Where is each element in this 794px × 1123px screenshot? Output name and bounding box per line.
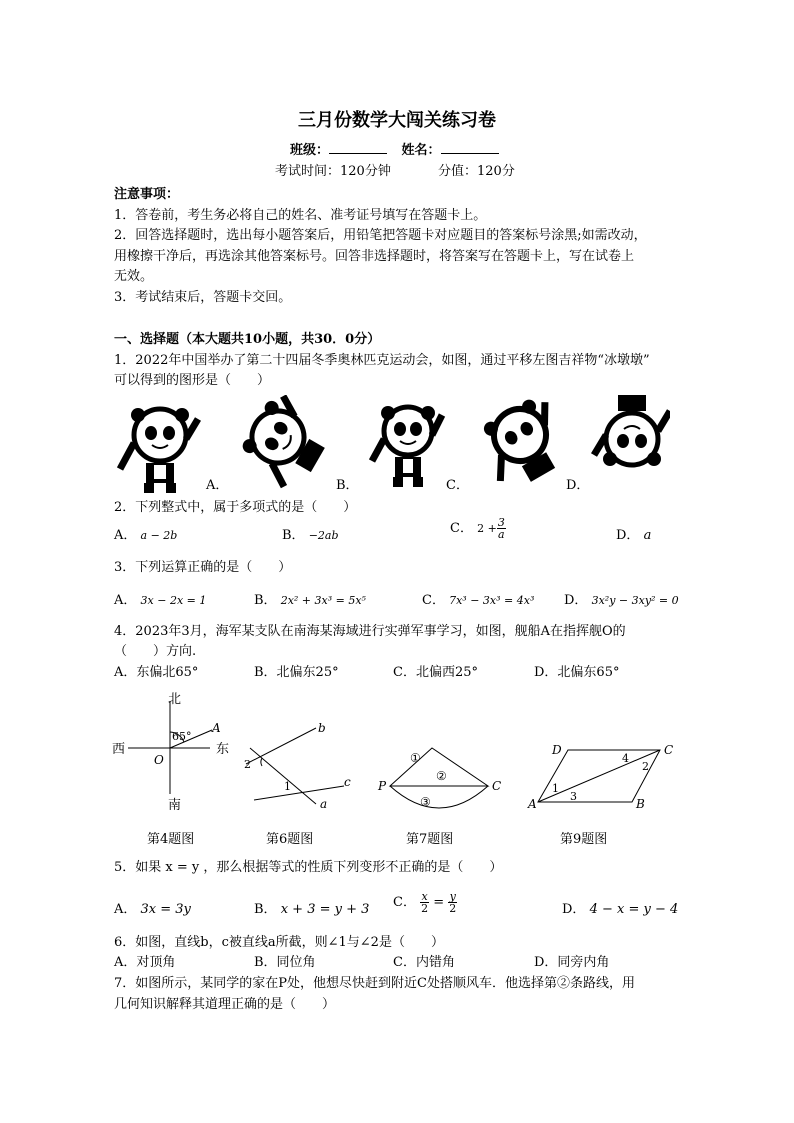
- note-3: 3．考试结束后，答题卡交回。: [114, 290, 292, 305]
- exam-score: 分值：120分: [438, 164, 515, 179]
- fig6-angle-2: 2: [244, 758, 251, 771]
- fig4-point-o: O: [154, 753, 164, 767]
- q5-option-c: C． $\frac{x}{2}$ = $\frac{y}{2}$: [393, 890, 457, 915]
- mascot-option-b: [372, 406, 442, 487]
- note-2-line-3: 无效。: [114, 269, 154, 284]
- mascot-option-a: [235, 395, 337, 495]
- fig7-route-2: ②: [436, 769, 447, 783]
- q4-option-b: B．北偏东25°: [254, 665, 339, 680]
- q1-option-b: B．: [336, 478, 359, 493]
- q3-option-a: A． 3x − 2x = 1: [114, 593, 207, 608]
- name-blank: [441, 141, 499, 154]
- fig7-point-c: C: [492, 779, 502, 793]
- section-heading: 一、选择题（本大题共10小题，共30．0分）: [114, 332, 381, 347]
- notes-heading: 注意事项：: [114, 187, 180, 202]
- q6-option-b: B．同位角: [254, 955, 316, 970]
- q6-option-a: A．对顶角: [114, 955, 176, 970]
- fig4-south: 南: [168, 798, 182, 813]
- fig6-line-c: c: [344, 775, 351, 789]
- page-title: 三月份数学大闯关练习卷: [298, 110, 496, 131]
- q3-option-d: D． 3x²y − 3xy² = 0: [564, 593, 679, 608]
- mascot-option-c: [472, 395, 576, 495]
- q4-option-a: A．东偏北65°: [114, 665, 199, 680]
- fig9-angle-2: 2: [642, 760, 649, 773]
- q1-stem-line-2: 可以得到的图形是（ ）: [114, 373, 271, 388]
- q3-option-b: B． 2x² + 3x³ = 5x⁵: [254, 593, 366, 608]
- figure-4-caption: 第4题图: [147, 832, 195, 847]
- fig9-angle-4: 4: [622, 752, 629, 765]
- q5-stem: 5．如果 x = y ，那么根据等式的性质下列变形不正确的是（ ）: [114, 860, 503, 875]
- q4-option-c: C．北偏西25°: [393, 665, 478, 680]
- q4-stem-line-1: 4．2023年3月，海军某支队在南海某海域进行实弹军事学习，如图，舰船A在指挥舰O的: [114, 624, 626, 639]
- q1-option-c: C．: [446, 478, 469, 493]
- q3-stem: 3．下列运算正确的是（ ）: [114, 560, 292, 575]
- fig9-angle-1: 1: [552, 782, 559, 795]
- fig4-west: 西: [112, 742, 126, 757]
- figure-9-caption: 第9题图: [560, 832, 608, 847]
- fig4-east: 东: [216, 742, 230, 757]
- class-label: 班级：: [290, 143, 330, 158]
- q2-option-b: B． −2ab: [282, 528, 339, 543]
- q2-option-a: A． a − 2b: [114, 528, 178, 543]
- figure-6: [240, 718, 358, 812]
- class-name-line: [290, 139, 499, 158]
- q4-stem-line-2: （ ）方向.: [114, 644, 197, 659]
- mascot-option-d: [594, 395, 670, 466]
- fig9-point-c: C: [664, 743, 674, 757]
- name-label: 姓名：: [401, 143, 441, 158]
- fig9-point-d: D: [552, 743, 562, 757]
- q2-option-c: C． 2 + $\frac{3}{a}$: [450, 516, 505, 541]
- q1-option-a: A．: [206, 478, 229, 493]
- fig9-point-a: A: [528, 797, 537, 811]
- fig4-north: 北: [168, 692, 182, 707]
- exam-time: 考试时间：120分钟: [275, 164, 391, 179]
- note-2-line-2: 用橡擦干净后，再选涂其他答案标号。回答非选择题时，将答案写在答题卡上，写在试卷上: [114, 249, 635, 264]
- mascot-original: [120, 408, 198, 493]
- fig9-point-b: B: [636, 797, 645, 811]
- q1-option-d: D．: [566, 478, 590, 493]
- q5-option-a: A． 3x = 3y: [114, 902, 191, 917]
- fig4-angle: 65°: [172, 730, 192, 743]
- figure-7-caption: 第7题图: [406, 832, 454, 847]
- fig9-angle-3: 3: [570, 790, 577, 803]
- class-blank: [329, 141, 387, 154]
- q7-stem-line-1: 7．如图所示，某同学的家在P处，他想尽快赶到附近C处搭顺风车．他选择第②条路线，用: [114, 976, 635, 991]
- q6-option-c: C．内错角: [393, 955, 455, 970]
- q2-option-d: D． a: [616, 528, 652, 543]
- q1-stem-line-1: 1．2022年中国举办了第二十四届冬季奥林匹克运动会，如图，通过平移左图吉祥物“冰墩墩”: [114, 353, 650, 368]
- q5-option-d: D． 4 − x = y − 4: [562, 902, 679, 917]
- q6-option-d: D．同旁内角: [534, 955, 610, 970]
- q3-option-c: C． 7x³ − 3x³ = 4x³: [422, 593, 535, 608]
- figure-4: [110, 688, 240, 814]
- fig6-angle-1: 1: [284, 780, 291, 793]
- fig7-point-p: P: [378, 779, 387, 793]
- q6-stem: 6．如图，直线b，c被直线a所截，则∠1与∠2是（ ）: [114, 935, 444, 950]
- fig7-route-1: ①: [410, 751, 421, 765]
- figure-6-caption: 第6题图: [266, 832, 314, 847]
- fig4-point-a: A: [212, 721, 221, 735]
- fig6-line-a: a: [320, 797, 328, 811]
- q5-option-b: B． x + 3 = y + 3: [254, 902, 370, 917]
- fig6-line-b: b: [318, 721, 326, 735]
- figure-9: [524, 738, 684, 814]
- figure-7: [372, 740, 512, 814]
- q7-stem-line-2: 几何知识解释其道理正确的是（ ）: [114, 997, 336, 1012]
- note-2-line-1: 2．回答选择题时，选出每小题答案后，用铅笔把答题卡对应题目的答案标号涂黑;如需改动，: [114, 228, 647, 243]
- q2-stem: 2．下列整式中，属于多项式的是（ ）: [114, 500, 357, 515]
- q4-option-d: D．北偏东65°: [534, 665, 620, 680]
- note-1: 1．答卷前，考生务必将自己的姓名、准考证号填写在答题卡上。: [114, 208, 487, 223]
- fig7-route-3: ③: [420, 795, 431, 809]
